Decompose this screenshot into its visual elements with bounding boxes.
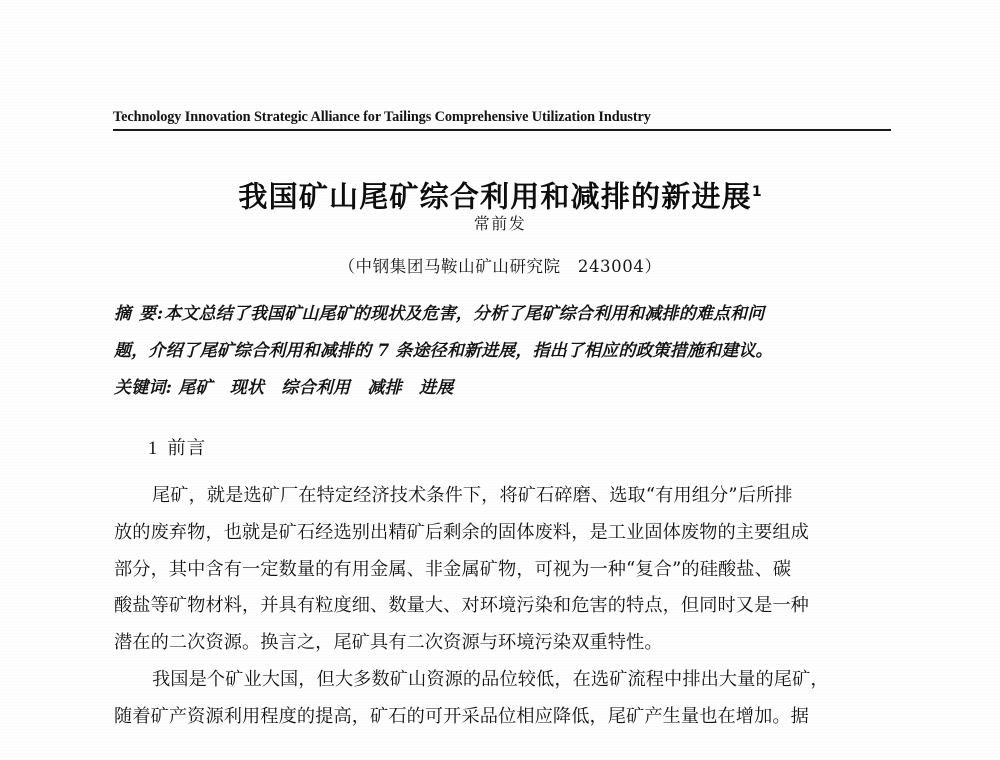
abstract-text-1: 本文总结了我国矿山尾矿的现状及危害，分析了尾矿综合利用和减排的难点和问 <box>164 304 765 324</box>
page-title-text: 我国矿山尾矿综合利用和减排的新进展 <box>238 180 752 215</box>
section-number: 1 <box>148 439 159 459</box>
page-title <box>0 174 1000 215</box>
abstract-label: 摘 要: <box>114 304 165 324</box>
author-affiliation: （中钢集团马鞍山矿山研究院 243004） <box>338 257 662 276</box>
paragraph-1 <box>114 478 894 662</box>
body-line: 部分，其中含有一定数量的有用金属、非金属矿物，可视为一种“复合”的硅酸盐、碳 <box>114 558 792 580</box>
abstract-line-1 <box>114 296 890 333</box>
body-line: 我国是个矿业大国，但大多数矿山资源的品位较低，在选矿流程中排出大量的尾矿， <box>152 668 829 690</box>
keywords-line: 关键词: 尾矿 现状 综合利用 减排 进展 <box>114 378 454 398</box>
body-line: 潜在的二次资源。换言之，尾矿具有二次资源与环境污染双重特性。 <box>114 632 663 654</box>
body-line: 放的废弃物，也就是矿石经选别出精矿后剩余的固体废料，是工业固体废物的主要组成 <box>114 521 809 543</box>
abstract-block <box>114 296 890 407</box>
paragraph-2 <box>114 662 894 736</box>
body-line: 酸盐等矿物材料，并具有粒度细、数量大、对环境污染和危害的特点，但同时又是一种 <box>114 595 809 617</box>
abstract-line-2: 题，介绍了尾矿综合利用和减排的 7 条途径和新进展，指出了相应的政策措施和建议。 <box>114 341 773 361</box>
body-line: 尾矿，就是选矿厂在特定经济技术条件下，将矿石碎磨、选取“有用组分”后所排 <box>152 485 793 506</box>
author-name: 常前发 <box>473 214 527 233</box>
header-divider-rule <box>113 129 891 131</box>
running-header <box>113 108 891 131</box>
body-content <box>114 478 894 736</box>
section-title: 前言 <box>167 438 207 459</box>
section-heading <box>148 434 206 460</box>
running-header-text: Technology Innovation Strategic Alliance for Tailings Comprehensive Utilization Industry <box>113 109 651 125</box>
body-line: 随着矿产资源利用程度的提高，矿石的可开采品位相应降低，尾矿产生量也在增加。据 <box>114 705 809 727</box>
title-footnote-marker: 1 <box>751 184 762 201</box>
